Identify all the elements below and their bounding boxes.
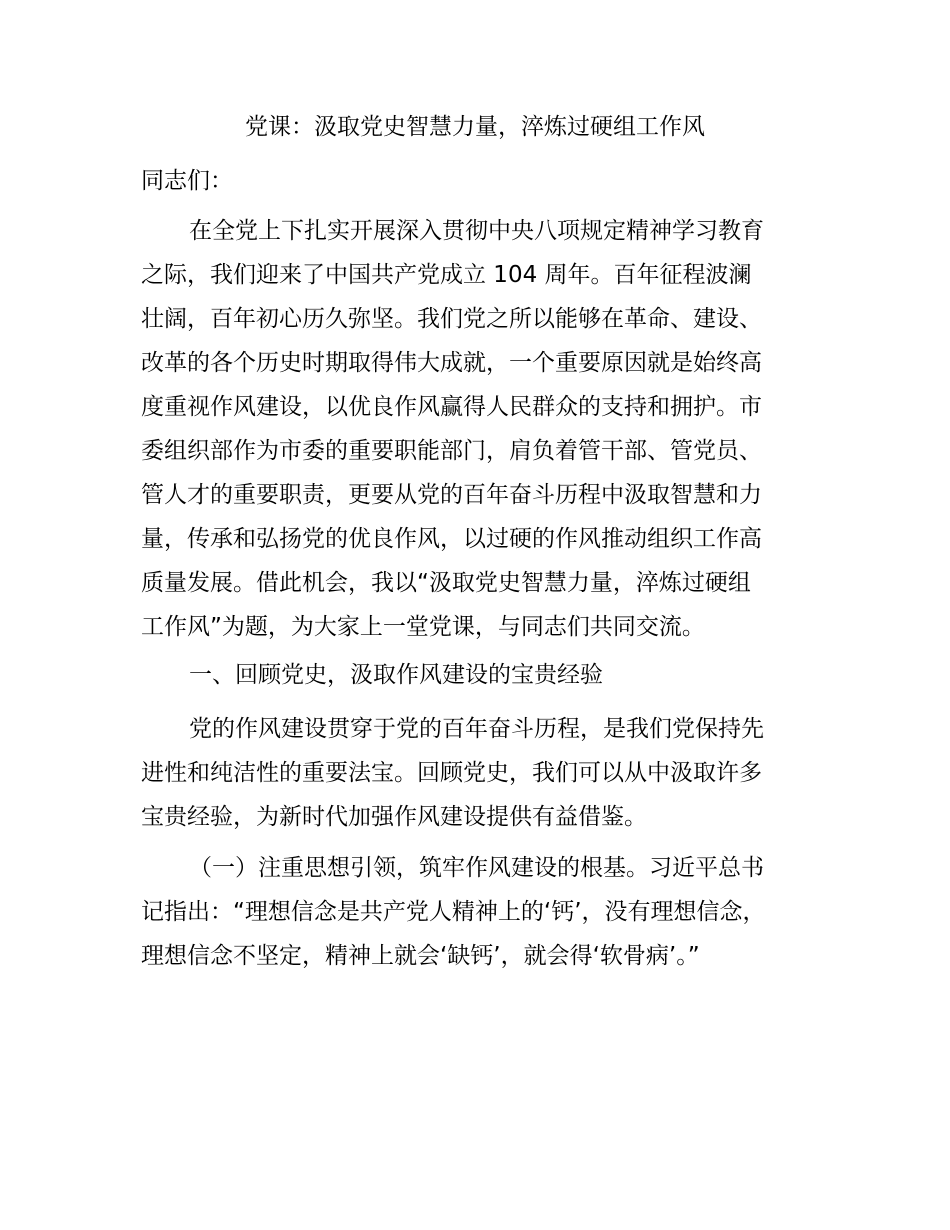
paragraph-line: 进性和纯洁性的重要法宝。回顾党史，我们可以从中汲取许多 [141,760,762,786]
paragraph-line: 理想信念不坚定，精神上就会‘缺钙’，就会得‘软骨病’。” [141,943,700,969]
paragraph-line: 量，传承和弘扬党的优良作风，以过硬的作风推动组织工作高 [141,526,762,552]
document-title: 党课：汲取党史智慧力量，淬炼过硬组工作风 [245,114,705,140]
paragraph-line: 管人才的重要职责，更要从党的百年奋斗历程中汲取智慧和力 [141,482,762,508]
paragraph-line: （一）注重思想引领，筑牢作风建设的根基。习近平总书 [189,855,764,881]
paragraph-line: 质量发展。借此机会，我以“汲取党史智慧力量，淬炼过硬组 [141,570,751,596]
paragraph-line: 在全党上下扎实开展深入贯彻中央八项规定精神学习教育 [189,218,764,244]
paragraph-line: 记指出：“理想信念是共产党人精神上的‘钙’，没有理想信念， [141,899,766,925]
paragraph-line: 改革的各个历史时期取得伟大成就，一个重要原因就是始终高 [141,350,762,376]
paragraph-line: 工作风”为题，为大家上一堂党课，与同志们共同交流。 [141,614,705,640]
paragraph-line: 宝贵经验，为新时代加强作风建设提供有益借鉴。 [141,804,647,830]
paragraph-line: 度重视作风建设，以优良作风赢得人民群众的支持和拥护。市 [141,394,762,420]
paragraph-line: 之际，我们迎来了中国共产党成立 104 周年。百年征程波澜 [141,262,752,288]
paragraph-line: 党的作风建设贯穿于党的百年奋斗历程，是我们党保持先 [189,716,764,742]
paragraph-line: 壮阔，百年初心历久弥坚。我们党之所以能够在革命、建设、 [141,306,762,332]
section-heading: 一、回顾党史，汲取作风建设的宝贵经验 [189,662,603,688]
salutation: 同志们： [141,168,233,194]
paragraph-line: 委组织部作为市委的重要职能部门，肩负着管干部、管党员、 [141,438,762,464]
